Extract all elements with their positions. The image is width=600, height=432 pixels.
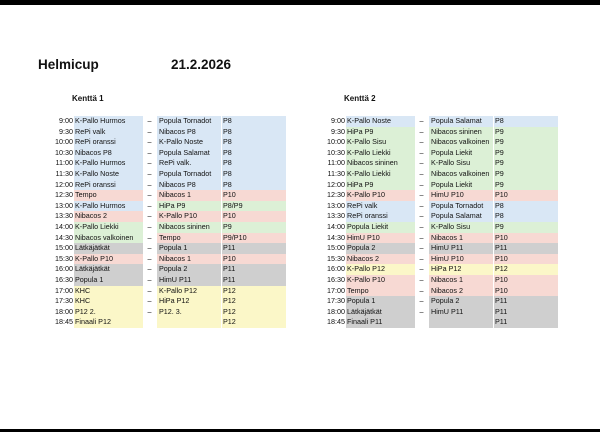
home-team: K-Pallo Liekki — [346, 169, 415, 180]
home-team: K-Pallo P10 — [346, 190, 415, 201]
away-team: Nibacos valkoinen — [429, 169, 493, 180]
versus-dash: – — [147, 243, 152, 253]
home-team: K-Pallo Noste — [74, 169, 143, 180]
age-group: P9 — [494, 148, 558, 159]
away-team — [429, 317, 493, 328]
versus-dash: – — [419, 116, 424, 125]
age-group: P10 — [494, 233, 558, 244]
versus-dash — [145, 317, 154, 328]
versus-dash: – — [419, 168, 424, 178]
home-team: Nibacos sininen — [346, 158, 415, 169]
match-time: 16:00 — [327, 264, 345, 274]
age-group: P9 — [494, 158, 558, 169]
page-title: Helmicup — [38, 57, 99, 72]
away-team: HimU P10 — [429, 190, 493, 201]
versus-dash: – — [147, 168, 152, 178]
age-group: P10 — [222, 254, 286, 265]
match-time: 14:30 — [55, 232, 73, 242]
home-team: Finaali P12 — [74, 317, 143, 328]
home-team: KHC — [74, 286, 143, 297]
away-team: Nibacos 1 — [429, 275, 493, 286]
match-time: 10:30 — [327, 147, 345, 157]
versus-dash: – — [419, 147, 424, 157]
match-time: 9:30 — [59, 126, 73, 136]
match-time: 17:00 — [55, 285, 73, 295]
match-time: 17:00 — [327, 285, 345, 295]
age-group: P9 — [494, 169, 558, 180]
home-team: K-Pallo P10 — [74, 254, 143, 265]
match-time: 17:30 — [55, 296, 73, 306]
age-group: P12 — [222, 317, 286, 328]
age-group: P12 — [494, 264, 558, 275]
age-group: P9 — [494, 137, 558, 148]
schedule-page — [0, 5, 600, 429]
home-team: RePi oranssi — [74, 180, 143, 191]
home-team: Tempo — [346, 286, 415, 297]
versus-dash — [417, 317, 426, 328]
match-time: 11:00 — [55, 158, 73, 168]
versus-dash: – — [419, 200, 424, 210]
versus-dash: – — [147, 147, 152, 157]
away-team: HiPa P12 — [429, 264, 493, 275]
away-team: Popula Salamat — [429, 116, 493, 127]
age-group: P11 — [494, 243, 558, 254]
away-team: Popula 2 — [429, 296, 493, 307]
match-time: 12:30 — [55, 190, 73, 200]
versus-dash: – — [147, 158, 152, 168]
away-team: Popula Salamat — [157, 148, 221, 159]
home-team: Popula 1 — [346, 296, 415, 307]
away-team: Popula 1 — [157, 243, 221, 254]
age-group: P11 — [222, 275, 286, 286]
home-team: RePi valk — [74, 127, 143, 138]
age-group: P10 — [222, 190, 286, 201]
away-team: HiPa P9 — [157, 201, 221, 212]
away-team: HimU P10 — [429, 254, 493, 265]
away-team: Popula Tornadot — [429, 201, 493, 212]
age-group: P8 — [222, 137, 286, 148]
match-time: 13:00 — [55, 200, 73, 210]
home-team: RePi valk — [346, 201, 415, 212]
home-team: Tempo — [74, 190, 143, 201]
away-team: Nibacos P8 — [157, 127, 221, 138]
away-team: Nibacos 1 — [429, 233, 493, 244]
versus-dash: – — [419, 158, 424, 168]
versus-dash: – — [147, 306, 152, 316]
versus-dash: – — [147, 116, 152, 125]
age-group: P10 — [494, 286, 558, 297]
age-group: P9 — [494, 222, 558, 233]
match-time: 13:30 — [55, 211, 73, 221]
home-team: Lätkäjätkät — [346, 307, 415, 318]
match-time: 16:30 — [327, 274, 345, 284]
away-team: Nibacos 2 — [429, 286, 493, 297]
versus-dash: – — [419, 285, 424, 295]
away-team: Nibacos sininen — [429, 127, 493, 138]
match-time: 16:00 — [55, 264, 73, 274]
home-team: Popula Liekit — [346, 222, 415, 233]
field-2-heading: Kenttä 2 — [344, 94, 376, 103]
versus-dash: – — [419, 190, 424, 200]
away-team: K-Pallo P12 — [157, 286, 221, 297]
versus-dash: – — [419, 137, 424, 147]
versus-dash: – — [419, 211, 424, 221]
away-team: Nibacos P8 — [157, 180, 221, 191]
home-team: KHC — [74, 296, 143, 307]
versus-dash: – — [147, 221, 152, 231]
away-team: Popula Tornadot — [157, 169, 221, 180]
age-group: P12 — [222, 286, 286, 297]
match-time: 12:30 — [327, 190, 345, 200]
versus-dash: – — [147, 137, 152, 147]
age-group: P9 — [494, 180, 558, 191]
match-time: 9:30 — [331, 126, 345, 136]
away-team: Popula Tornadot — [157, 116, 221, 127]
versus-dash: – — [147, 232, 152, 242]
versus-dash: – — [147, 264, 152, 274]
match-time: 10:00 — [55, 137, 73, 147]
home-team: RePi oranssi — [74, 137, 143, 148]
home-team: K-Pallo Hurmos — [74, 116, 143, 127]
match-time: 9:00 — [331, 116, 345, 125]
versus-dash: – — [147, 200, 152, 210]
match-time: 14:30 — [327, 232, 345, 242]
match-time: 16:30 — [55, 274, 73, 284]
versus-dash: – — [147, 274, 152, 284]
home-team: K-Pallo Sisu — [346, 137, 415, 148]
age-group: P8 — [222, 127, 286, 138]
versus-dash: – — [419, 274, 424, 284]
versus-dash: – — [419, 264, 424, 274]
versus-dash: – — [147, 296, 152, 306]
versus-dash: – — [419, 306, 424, 316]
versus-dash: – — [147, 126, 152, 136]
away-team: Nibacos valkoinen — [429, 137, 493, 148]
age-group: P8/P9 — [222, 201, 286, 212]
home-team: K-Pallo Hurmos — [74, 201, 143, 212]
versus-dash: – — [147, 179, 152, 189]
home-team: HimU P10 — [346, 233, 415, 244]
home-team: Lätkäjätkät — [74, 243, 143, 254]
age-group: P11 — [222, 264, 286, 275]
away-team: P12. 3. — [157, 307, 221, 318]
age-group: P8 — [222, 148, 286, 159]
home-team: Nibacos P8 — [74, 148, 143, 159]
age-group: P8 — [222, 116, 286, 127]
versus-dash: – — [419, 232, 424, 242]
versus-dash: – — [147, 211, 152, 221]
match-time: 15:00 — [327, 243, 345, 253]
match-time: 14:00 — [55, 221, 73, 231]
match-time: 11:00 — [327, 158, 345, 168]
match-time: 13:00 — [327, 200, 345, 210]
age-group: P11 — [494, 317, 558, 328]
match-time: 18:45 — [55, 317, 73, 327]
match-time: 15:30 — [327, 253, 345, 263]
match-time: 11:30 — [327, 168, 345, 178]
home-team: HiPa P9 — [346, 180, 415, 191]
age-group: P11 — [222, 243, 286, 254]
versus-dash: – — [147, 285, 152, 295]
home-team: Popula 1 — [74, 275, 143, 286]
match-time: 18:00 — [327, 306, 345, 316]
versus-dash: – — [419, 179, 424, 189]
home-team: K-Pallo P12 — [346, 264, 415, 275]
home-team: K-Pallo Hurmos — [74, 158, 143, 169]
away-team: HimU P11 — [429, 307, 493, 318]
match-time: 10:30 — [55, 147, 73, 157]
match-time: 15:30 — [55, 253, 73, 263]
age-group: P8 — [494, 201, 558, 212]
age-group: P9/P10 — [222, 233, 286, 244]
away-team: Tempo — [157, 233, 221, 244]
away-team: K-Pallo Sisu — [429, 222, 493, 233]
versus-dash: – — [419, 253, 424, 263]
match-time: 10:00 — [327, 137, 345, 147]
match-time: 18:45 — [327, 317, 345, 327]
home-team: K-Pallo P10 — [346, 275, 415, 286]
home-team: Finaali P11 — [346, 317, 415, 328]
home-team: K-Pallo Liekki — [74, 222, 143, 233]
away-team: Nibacos 1 — [157, 254, 221, 265]
away-team: Popula Liekit — [429, 148, 493, 159]
away-team: Popula 2 — [157, 264, 221, 275]
home-team: Nibacos 2 — [346, 254, 415, 265]
home-team: Nibacos 2 — [74, 211, 143, 222]
field-1-heading: Kenttä 1 — [72, 94, 104, 103]
home-team: Nibacos valkoinen — [74, 233, 143, 244]
match-time: 12:00 — [55, 179, 73, 189]
away-team — [157, 317, 221, 328]
age-group: P10 — [222, 211, 286, 222]
age-group: P10 — [494, 275, 558, 286]
match-time: 11:30 — [55, 168, 73, 178]
home-team: RePi oranssi — [346, 211, 415, 222]
match-time: 17:30 — [327, 296, 345, 306]
match-time: 9:00 — [59, 116, 73, 125]
away-team: K-Pallo Sisu — [429, 158, 493, 169]
age-group: P12 — [222, 307, 286, 318]
away-team: HimU P11 — [429, 243, 493, 254]
versus-dash: – — [147, 253, 152, 263]
age-group: P8 — [494, 116, 558, 127]
home-team: Lätkäjätkät — [74, 264, 143, 275]
away-team: HiPa P12 — [157, 296, 221, 307]
away-team: Popula Salamat — [429, 211, 493, 222]
away-team: Nibacos sininen — [157, 222, 221, 233]
match-time: 12:00 — [327, 179, 345, 189]
age-group: P8 — [222, 158, 286, 169]
age-group: P9 — [222, 222, 286, 233]
age-group: P11 — [494, 296, 558, 307]
age-group: P8 — [222, 180, 286, 191]
match-time: 14:00 — [327, 221, 345, 231]
versus-dash: – — [147, 190, 152, 200]
age-group: P9 — [494, 127, 558, 138]
away-team: Nibacos 1 — [157, 190, 221, 201]
away-team: K-Pallo P10 — [157, 211, 221, 222]
home-team: P12 2. — [74, 307, 143, 318]
away-team: HimU P11 — [157, 275, 221, 286]
versus-dash: – — [419, 243, 424, 253]
versus-dash: – — [419, 126, 424, 136]
away-team: K-Pallo Noste — [157, 137, 221, 148]
home-team: K-Pallo Liekki — [346, 148, 415, 159]
age-group: P8 — [222, 169, 286, 180]
home-team: HiPa P9 — [346, 127, 415, 138]
age-group: P12 — [222, 296, 286, 307]
home-team: K-Pallo Noste — [346, 116, 415, 127]
age-group: P10 — [494, 190, 558, 201]
page-date: 21.2.2026 — [171, 57, 232, 72]
age-group: P8 — [494, 211, 558, 222]
match-time: 13:30 — [327, 211, 345, 221]
match-time: 15:00 — [55, 243, 73, 253]
versus-dash: – — [419, 296, 424, 306]
match-time: 18:00 — [55, 306, 73, 316]
away-team: RePi valk. — [157, 158, 221, 169]
away-team: Popula Liekit — [429, 180, 493, 191]
age-group: P10 — [494, 254, 558, 265]
age-group: P11 — [494, 307, 558, 318]
home-team: Popula 2 — [346, 243, 415, 254]
versus-dash: – — [419, 221, 424, 231]
